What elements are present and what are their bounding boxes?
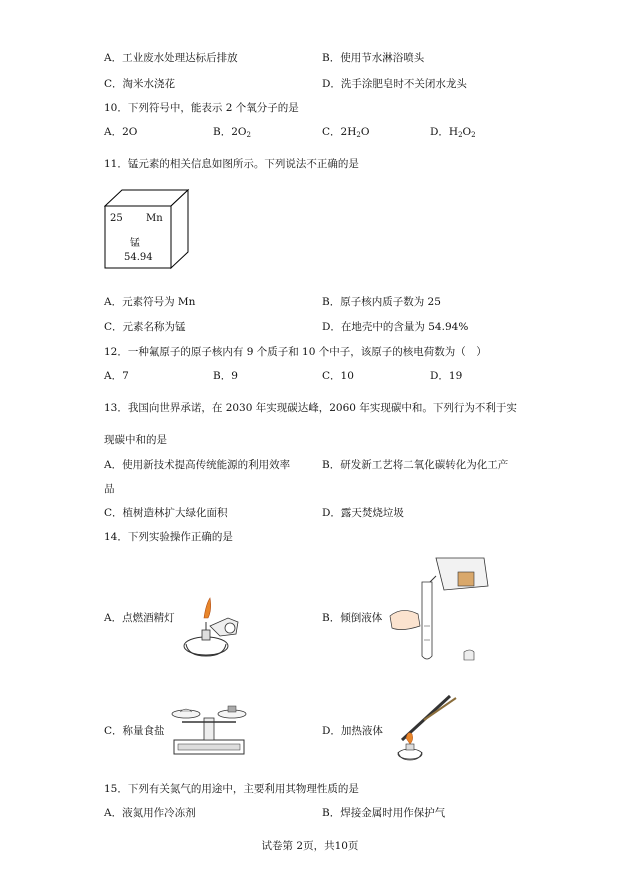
q10-option-b: B．2O2 xyxy=(213,126,251,139)
q12-option-a: A．7 xyxy=(104,370,129,382)
q15-option-a: A．液氮用作冷冻剂 xyxy=(104,807,196,819)
q12-option-d: D．19 xyxy=(430,370,463,382)
q10-option-c: C．2H2O xyxy=(322,126,370,139)
q11-stem: 11．锰元素的相关信息如图所示。下列说法不正确的是 xyxy=(104,158,359,170)
element-card xyxy=(104,184,194,272)
q14-stem: 14．下列实验操作正确的是 xyxy=(104,531,233,543)
q12-option-b: B．9 xyxy=(213,370,238,382)
q9-option-c: C．淘米水浇花 xyxy=(104,78,176,90)
q15-stem: 15．下列有关氮气的用途中，主要利用其物理性质的是 xyxy=(104,783,359,795)
lighting-alcohol-lamp-illustration xyxy=(176,596,244,662)
q13-stem-line2: 现碳中和的是 xyxy=(104,434,167,446)
q9-option-b: B．使用节水淋浴喷头 xyxy=(322,52,425,64)
page-footer: 试卷第 2页，共10页 xyxy=(261,840,359,852)
element-name: 锰 xyxy=(130,238,140,249)
q13-option-c: C．植树造林扩大绿化面积 xyxy=(104,507,228,519)
q15-option-b: B．焊接金属时用作保护气 xyxy=(322,807,446,819)
q12-option-c: C．10 xyxy=(322,370,354,382)
pouring-liquid-illustration xyxy=(388,556,496,668)
q13-option-a: A．使用新技术提高传统能源的利用效率 xyxy=(104,459,291,471)
q14-option-b: B．倾倒液体 xyxy=(322,612,383,624)
q10-option-a: A．2O xyxy=(104,126,138,138)
element-symbol: Mn xyxy=(146,213,163,224)
q14-option-a: A．点燃酒精灯 xyxy=(104,612,175,624)
q13-option-b-line1: B．研发新工艺将二氧化碳转化为化工产 xyxy=(322,459,509,471)
q11-option-c: C．元素名称为锰 xyxy=(104,321,186,333)
q13-stem-line1: 13．我国向世界承诺，在 2030 年实现碳达峰，2060 年实现碳中和。下列行为不利于实 xyxy=(104,402,517,414)
q11-option-d: D．在地壳中的含量为 54.94% xyxy=(322,321,469,333)
q14-option-c: C．称量食盐 xyxy=(104,725,165,737)
q10-stem: 10．下列符号中，能表示 2 个氧分子的是 xyxy=(104,102,299,114)
q10-option-d: D．H2O2 xyxy=(430,126,476,139)
q9-option-d: D．洗手涂肥皂时不关闭水龙头 xyxy=(322,78,467,90)
element-atomic-mass: 54.94 xyxy=(124,252,153,263)
q9-option-a: A．工业废水处理达标后排放 xyxy=(104,52,238,64)
q13-option-d: D．露天焚烧垃圾 xyxy=(322,507,404,519)
heating-liquid-illustration xyxy=(394,690,462,762)
q13-option-b-line2: 品 xyxy=(104,483,115,495)
q11-option-a: A．元素符号为 Mn xyxy=(104,296,196,308)
weighing-balance-illustration xyxy=(168,700,250,756)
element-atomic-number: 25 xyxy=(110,213,123,224)
q11-option-b: B．原子核内质子数为 25 xyxy=(322,296,441,308)
q14-option-d: D．加热液体 xyxy=(322,725,383,737)
q12-stem: 12．一种氟原子的原子核内有 9 个质子和 10 个中子，该原子的核电荷数为（ ） xyxy=(104,346,487,358)
